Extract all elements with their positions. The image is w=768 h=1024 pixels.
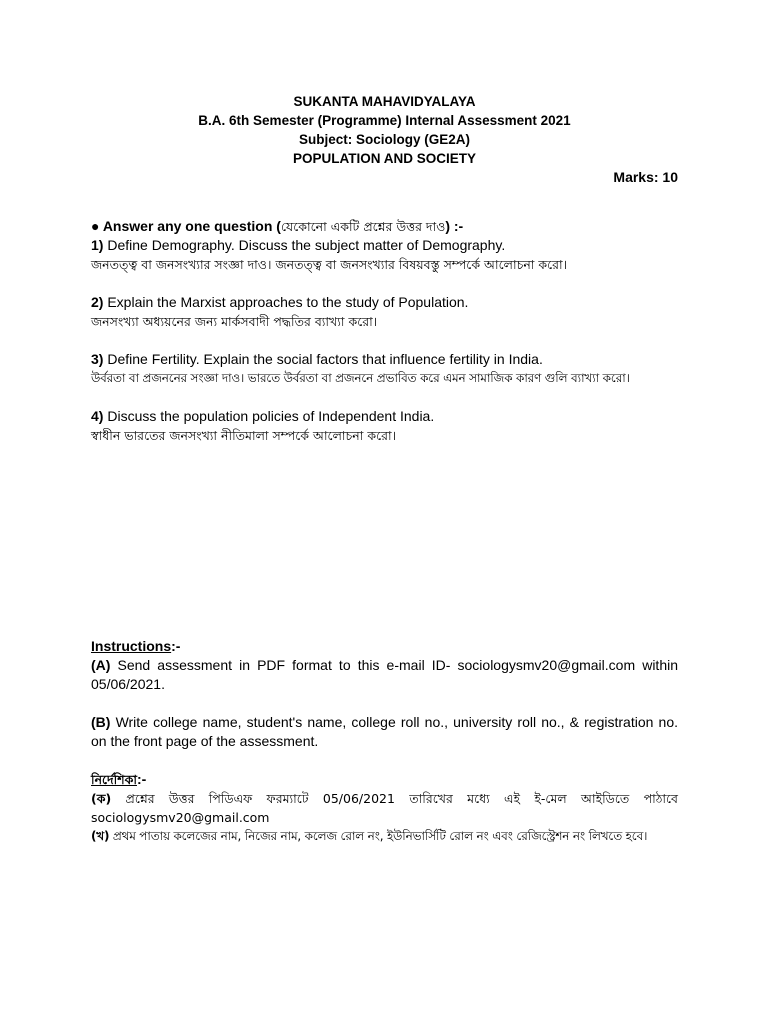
- answer-instruction-end: ) :-: [445, 218, 464, 234]
- question-1: [91, 236, 678, 274]
- question-number: 2): [91, 294, 104, 310]
- question-text-en: Define Fertility. Explain the social factors that influence fertility in India.: [103, 351, 543, 367]
- subject-line: Subject: Sociology (GE2A): [298, 132, 471, 147]
- question-text-en: Discuss the population policies of Independent India.: [103, 408, 435, 424]
- question-text-en: Explain the Marxist approaches to the study of Population.: [103, 294, 469, 310]
- question-2: [91, 293, 678, 331]
- answer-instruction: [91, 217, 678, 236]
- question-text-bn: উর্বরতা বা প্রজননের সংজ্ঞা দাও। ভারতে উর্বরতা বা প্রজননে প্রভাবিত করে এমন সামাজিক কারণ গুলি ব্যাখ্যা করো।: [91, 371, 630, 385]
- question-4: [91, 407, 678, 445]
- question-number: 1): [91, 237, 104, 253]
- paper-title: POPULATION AND SOCIETY: [292, 151, 476, 166]
- bengali-instructions-heading: নির্দেশিকা:-: [91, 771, 147, 787]
- question-text-en: Define Demography. Discuss the subject matter of Demography.: [103, 237, 506, 253]
- question-3: [91, 350, 678, 388]
- assessment-page: [91, 92, 678, 445]
- instructions-section: [91, 637, 678, 846]
- instruction-a: (A) Send assessment in PDF format to this e-mail ID- sociologysmv20@gmail.com within 05/06/2021.: [91, 657, 678, 692]
- college-name: SUKANTA MAHAVIDYALAYA: [293, 94, 476, 109]
- question-number: 4): [91, 408, 104, 424]
- question-text-bn: স্বাধীন ভারতের জনসংখ্যা নীতিমালা সম্পর্কে আলোচনা করো।: [91, 428, 397, 443]
- answer-instruction-bn: যেকোনো একটি প্রশ্নের উত্তর দাও: [280, 219, 446, 234]
- instruction-ka: (ক) প্রশ্নের উত্তর পিডিএফ ফরম্যাটে 05/06/2021 তারিখের মধ্যে এই ই-মেল আইডিতে পাঠাবে sociologysmv20@gmail.com: [91, 791, 678, 825]
- answer-instruction-en: ● Answer any one question (: [91, 218, 281, 234]
- question-text-bn: জনসংখ্যা অধ্যয়নের জন্য মার্কসবাদী পদ্ধতির ব্যাখ্যা করো।: [91, 314, 378, 329]
- instructions-heading: Instructions:-: [91, 638, 181, 654]
- marks-label: Marks: 10: [613, 169, 678, 185]
- exam-title: B.A. 6th Semester (Programme) Internal Assessment 2021: [198, 113, 571, 128]
- question-text-bn: জনতত্ত্ব বা জনসংখ্যার সংজ্ঞা দাও। জনতত্ত্ব বা জনসংখ্যার বিষয়বস্তু সম্পর্কে আলোচনা করো।: [91, 257, 568, 272]
- document-header: [91, 92, 678, 168]
- question-number: 3): [91, 351, 104, 367]
- instruction-b: (B) Write college name, student's name, college roll no., university roll no., & registration no. on the front page of the assessment.: [91, 714, 678, 749]
- instruction-kha: (খ) প্রথম পাতায় কলেজের নাম, নিজের নাম, কলেজ রোল নং, ইউনিভার্সিটি রোল নং এবং রেজিস্ট্রেশন নং লিখতে হবে।: [91, 829, 648, 843]
